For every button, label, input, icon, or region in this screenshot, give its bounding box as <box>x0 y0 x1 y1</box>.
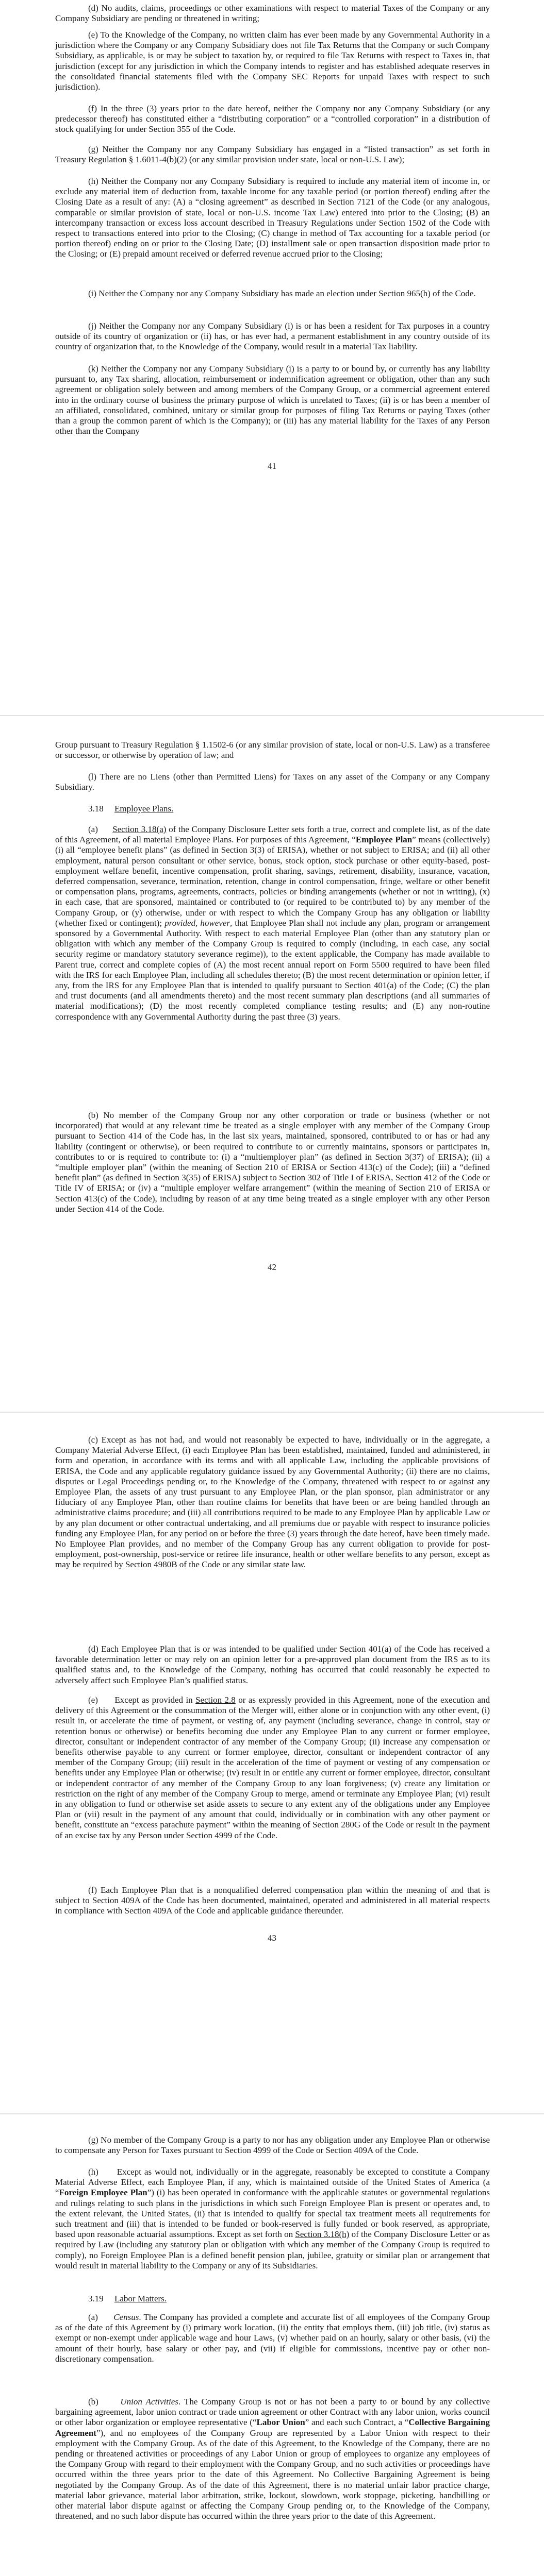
clause-text: or as expressly provided in this Agreement, none of the execution and delivery of this Agreement or the consummation of the Merger will, either alone or in conjunction with any other event, (i) result in, or accelerate the time of payment, or vesting of, any payment (including severance, change in control, stay or retention bonus or otherwise) or benefits becoming due under any Employee Plan to any current or former employee, director, consultant or independent contractor of any member of the Company Group; (ii) increase any compensation or benefits otherwise payable to any current or former employee, director, consultant or independent contractor of any member of the Company Group; (iii) result in the acceleration of the time of payment or vesting of any compensation or benefits under any Employee Plan or otherwise; (iv) result in or entitle any current or former employee, director, consultant or independent contractor of any member of the Company Group to any loan forgiveness; (v) create any limitation or restriction on the right of any member of the Company Group to merge, amend or terminate any Employee Plan; (vi) result in any obligation to fund or otherwise set aside assets to secure to any extent any of the obligations under any Employee Plan or (vii) result in the payment of any amount that could, individually or in combination with any other payment or benefit, constitute an “excess parachute payment” within the meaning of Section 280G of the Code or result in the payment of an excise tax by any Person under Section 4999 of the Code. <box>55 1695 490 1840</box>
tax-clause-i: (i) Neither the Company nor any Company Subsidiary has made an election under Section 965(h) of the Code. <box>88 289 476 298</box>
clause-text: Except as would not, individually or in the aggregate, reasonably be excepted to constitute a Company Material Adverse Effect, each Employee Plan, if any, which is maintained outside of the United States of America (a “ <box>55 2167 490 2198</box>
clause-title: Union Activities <box>120 2397 178 2406</box>
defined-term: Collective Bargaining Agreement <box>55 2417 490 2438</box>
clause-text: . The Company has provided a complete and accurate list of all employees of the Company Group as of the date of this Agreement by (i) primary work location, (ii) the entity that employs them, (iii) job title, (iv) status as exempt or non-exempt under applicable wage and hour Laws, (v) whether paid on an hourly, salary or other basis, (vi) the amount of their hourly, base salary or other pay, and (vii) if eligible for commissions, incentive pay or other non-discretionary compensation. <box>55 2312 490 2364</box>
section-title: Labor Matters. <box>114 2294 167 2303</box>
clause-text: Except as provided in <box>114 1695 196 1705</box>
employee-plans-clause-h <box>55 2167 490 2271</box>
labor-clause-a <box>55 2312 490 2364</box>
section-3-19-heading <box>88 2294 167 2304</box>
employee-plans-clause-b: (b) No member of the Company Group nor any other corporation or trade or business (whether or not incorporated) that would at any relevant time be treated as a single employer with any member of the Company Group pursuant to Section 414 of the Code has, in the last six years, maintained, sponsored, contributed to or has or had any liability (contingent or otherwise), or been required to contribute to or currently maintains, sponsors or participates in, contributes to or is required to contribute to: (i) a “multiemployer plan” (as defined in Section 3(37) of ERISA); (ii) a “multiple employer plan” (within the meaning of Section 210 of ERISA or Section 413(c) of the Code); (iii) a “defined benefit plan” (as defined in Section 3(35) of ERISA) subject to Section 302 of Title I of ERISA, Section 412 of the Code or Title IV of ERISA; or (iv) a “multiple employer welfare arrangement” (within the meaning of Section 210 of ERISA or Section 413(c) of the Code), including by reason of at any time being treated as a single employer with any other Person under Section 414 of the Code. <box>55 1110 490 1214</box>
clause-label: (h) <box>88 2167 98 2177</box>
defined-term: Employee Plan <box>355 835 413 845</box>
clause-text: ”) (i) has been operated in conformance with the applicable statutes or governmental regulations and rulings relating to such plans in the jurisdictions in which such Foreign Employee Plan is present or operates and, to the extent relevant, the United States, (ii) that is intended to qualify for special tax treatment meets all requirements for such treatment and (iii) that is intended to be funded or book-reserved is fully funded or book reserved, as appropriate, based upon reasonable actuarial assumptions. Except as set forth on <box>55 2188 490 2240</box>
tax-clause-k: (k) Neither the Company nor any Company Subsidiary (i) is a party to or bound by, or currently has any liability pursuant to, any Tax sharing, allocation, reimbursement or indemnification agreement or obligation, other than any such agreement or obligation solely between and among members of the Company Group, or a commercial agreement entered into in the ordinary course of business the primary purpose of which is unrelated to Taxes; (ii) is or has been a member of an affiliated, consolidated, combined, unitary or similar group for purposes of filing Tax Returns or paying Taxes (other than a group the common parent of which is the Company); or (iii) has any material liability for the Taxes of any Person other than the Company <box>55 364 490 436</box>
tax-clause-d: (d) No audits, claims, proceedings or other examinations with respect to material Taxes of the Company or any Company Subsidiary are pending or threatened in writing; <box>55 3 490 24</box>
tax-clause-h: (h) Neither the Company nor any Company Subsidiary is required to include any material item of income in, or exclude any material item of deduction from, taxable income for any taxable period (or portion thereof) ending after the Closing Date as a result of any: (A) a “closing agreement” as described in Section 7121 of the Code (or any analogous, comparable or similar provision of state, local or non-U.S. income Tax Law) entered into prior to the Closing; (B) an intercompany transaction or excess loss account described in Treasury Regulations under Section 1502 of the Code with respect to transactions entered into prior to the Closing; (C) change in method of Tax accounting for a taxable period (or portion thereof) ending on or prior to the Closing Date; (D) installment sale or open transaction disposition made prior to the Closing; or (E) prepaid amount received or deferred revenue accrued prior to the Closing; <box>55 176 490 259</box>
labor-clause-b <box>55 2397 490 2521</box>
defined-term: Foreign Employee Plan <box>59 2188 147 2198</box>
page-44 <box>0 2114 544 2576</box>
clause-text: ”), and no employees of the Company Group are represented by a Labor Union with respect to their employment with the Company Group. As of the date of this Agreement, to the Knowledge of the Company, there are no pending or threatened activities or proceedings of any Labor Union or group of employees to organize any employees of the Company Group with regard to their employment with the Company Group, and no such activities or proceedings have occurred within the three years prior to the date of this Agreement. No Collective Bargaining Agreement is being negotiated by the Company Group. As of the date of this Agreement, there is no material unfair labor practice charge, material labor grievance, material labor arbitration, strike, lockout, slowdown, work stoppage, picketing, handbilling or other material labor dispute against or affecting the Company Group pending or, to the Knowledge of the Company, threatened, and no such labor dispute has occurred within the three years prior to the date of this Agreement. <box>55 2428 490 2521</box>
employee-plans-clause-c: (c) Except as has not had, and would not reasonably be expected to have, individually or in the aggregate, a Company Material Adverse Effect, (i) each Employee Plan has been established, maintained, funded and administered, in form and operation, in accordance with its terms and with all applicable Law, including the applicable provisions of ERISA, the Code and any applicable regulatory guidance issued by any Governmental Authority; (ii) there are no claims, disputes or Legal Proceedings pending or, to the Knowledge of the Company, threatened with respect to or against any Employee Plan, the assets of any trust pursuant to any Employee Plan, or the plan sponsor, plan administrator or any fiduciary of any Employee Plan, other than routine claims for benefits that have been or are being handled through an administrative claims procedure; and (iii) all contributions required to be made to any Employee Plan by applicable Law or by any plan document or other contractual undertaking, and all premiums due or payable with respect to insurance policies funding any Employee Plan, for any period on or before the three (3) years through the date hereof, have been timely made. No Employee Plan provides, and no member of the Company Group has any current obligation to provide for post-employment, post-ownership, post-service or retiree life insurance, health or other welfare benefits to any person, except as may be required by Section 4980B of the Code or any similar state law. <box>55 1435 490 1570</box>
clause-label: (b) <box>88 2397 98 2406</box>
clause-text: of the Company Disclosure Letter or as required by Law (including any statutory plan or obligation with which any member of the Company Group is required to comply), no Foreign Employee Plan is a defined benefit pension plan, jubilee, gratuity or similar plan or arrangement that would result in material liability to the Company or any of its Subsidiaries. <box>55 2229 490 2270</box>
proviso: provided, however <box>164 918 230 928</box>
section-title: Employee Plans. <box>114 804 174 814</box>
page-number: 42 <box>268 1262 276 1272</box>
employee-plans-clause-f: (f) Each Employee Plan that is a nonqualified deferred compensation plan within the meaning of and that is subject to Section 409A of the Code has been documented, maintained, operated and administered in all material respects in compliance with Section 409A of the Code and applicable guidance thereunder. <box>55 1885 490 1916</box>
tax-clause-j: (j) Neither the Company nor any Company Subsidiary (i) is or has been a resident for Tax purposes in a country outside of its country of organization or (ii) has, or has ever had, a permanent establishment in any country outside of its country of organization that, to the Knowledge of the Company, would result in a material Tax liability. <box>55 321 490 352</box>
section-ref: Section 3.18(h) <box>295 2229 350 2240</box>
clause-label: (a) <box>88 2312 98 2322</box>
employee-plans-clause-a <box>55 824 490 1022</box>
section-3-18-heading <box>88 804 173 814</box>
tax-clause-l: (l) There are no Liens (other than Permitted Liens) for Taxes on any asset of the Company or any Company Subsidiary. <box>55 772 490 792</box>
page-42 <box>0 716 544 1412</box>
section-ref: Section 3.18(a) <box>112 824 167 834</box>
section-number: 3.19 <box>88 2294 104 2303</box>
section-ref: Section 2.8 <box>195 1695 236 1705</box>
page-41 <box>0 0 544 715</box>
tax-clause-f: (f) In the three (3) years prior to the date hereof, neither the Company nor any Company Subsidiary (or any predecessor thereof) has constituted either a “distributing corporation” or a “controlled corporation” in a distribution of stock qualifying for under Section 355 of the Code. <box>55 104 490 134</box>
clause-label: (e) <box>88 1695 98 1705</box>
tax-clause-k-continued: Group pursuant to Treasury Regulation § 1.1502-6 (or any similar provision of state, local or non-U.S. Law) as a transferee or successor, or otherwise by operation of law; and <box>55 740 490 760</box>
employee-plans-clause-e <box>55 1695 490 1841</box>
clause-text: ” and each such Contract, a “ <box>305 2417 409 2428</box>
clause-text: . The Company Group is not or has not been a party to or bound by any collective bargaining agreement, labor union contract or trade union agreement or other Contract with any labor union, works council or other labor organization or employee representative (“ <box>55 2397 490 2428</box>
page-43 <box>0 1413 544 2113</box>
defined-term: Labor Union <box>256 2417 305 2428</box>
clause-title: Census <box>113 2312 139 2322</box>
employee-plans-clause-g: (g) No member of the Company Group is a party to nor has any obligation under any Employee Plan or otherwise to compensate any Person for Taxes pursuant to Section 4999 of the Code or Section 409A of the Code. <box>55 2135 490 2156</box>
clause-text: , that Employee Plan shall not include any plan, program or arrangement sponsored by a Governmental Authority. With respect to each material Employee Plan (other than any statutory plan or obligation with which any member of the Company Group is required to comply (including, in each case, any social security regime or mandatory statutory severance regime)), to the extent applicable, the Company has made available to Parent true, correct and complete copies of (A) the most recent annual report on Form 5500 required to have been filed with the IRS for each Employee Plan, including all schedules thereto; (B) the most recent determination or opinion letter, if any, from the IRS for any Employee Plan that is intended to qualify pursuant to Section 401(a) of the Code; (C) the plan and trust documents (and all amendments thereto) and the most recent summary plan descriptions (and all summaries of material modifications); (D) the most recently completed compliance testing results; and (E) any non-routine correspondence with any Governmental Authority during the past three (3) years. <box>55 918 490 1022</box>
clause-text: ” means (collectively) (i) all “employee benefit plans” (as defined in Section 3(3) of ERISA), whether or not subject to ERISA; and (ii) all other employment, natural person consultant or other service, bonus, stock option, stock purchase or other equity-based, post-employment welfare benefit, incentive compensation, profit sharing, savings, retirement, disability, insurance, vacation, deferred compensation, severance, termination, retention, change in control compensation, fringe, welfare or other benefit or compensation plans, programs, agreements, contracts, policies or binding arrangements (whether or not in writing), (x) in each case, that are sponsored, maintained or contributed to (or required to be contributed to) by any member of the Company Group, or (y) otherwise, under or with respect to which the Company Group has any obligation or liability (whether fixed or contingent); <box>55 835 490 928</box>
section-number: 3.18 <box>88 804 104 814</box>
tax-clause-e: (e) To the Knowledge of the Company, no written claim has ever been made by any Governmental Authority in a jurisdiction where the Company or any Company Subsidiary does not file Tax Returns that the Company or such Company Subsidiary, as applicable, is or may be subject to taxation by, or required to file Tax Returns with respect to Taxes in, that jurisdiction (except for any jurisdiction in which the Company intends to register and has established adequate reserves in the consolidated financial statements filed with the Company SEC Reports for unpaid Taxes with respect to such jurisdiction). <box>55 30 490 92</box>
page-number: 41 <box>268 461 276 471</box>
employee-plans-clause-d: (d) Each Employee Plan that is or was intended to be qualified under Section 401(a) of the Code has received a favorable determination letter or may rely on an opinion letter for a pre-approved plan document from the IRS as to its qualified status and, to the Knowledge of the Company, nothing has occurred that could reasonably be expected to adversely affect such Employee Plan’s qualified status. <box>55 1644 490 1685</box>
clause-label: (a) <box>88 824 98 834</box>
clause-text: of the Company Disclosure Letter sets forth a true, correct and complete list, as of the date of this Agreement, of all material Employee Plans. For purposes of this Agreement, “ <box>55 824 490 845</box>
page-number: 43 <box>268 1933 276 1943</box>
tax-clause-g: (g) Neither the Company nor any Company Subsidiary has engaged in a “listed transaction” as set forth in Treasury Regulation § 1.6011-4(b)(2) (or any similar provision under state, local or non-U.S. Law); <box>55 144 490 165</box>
